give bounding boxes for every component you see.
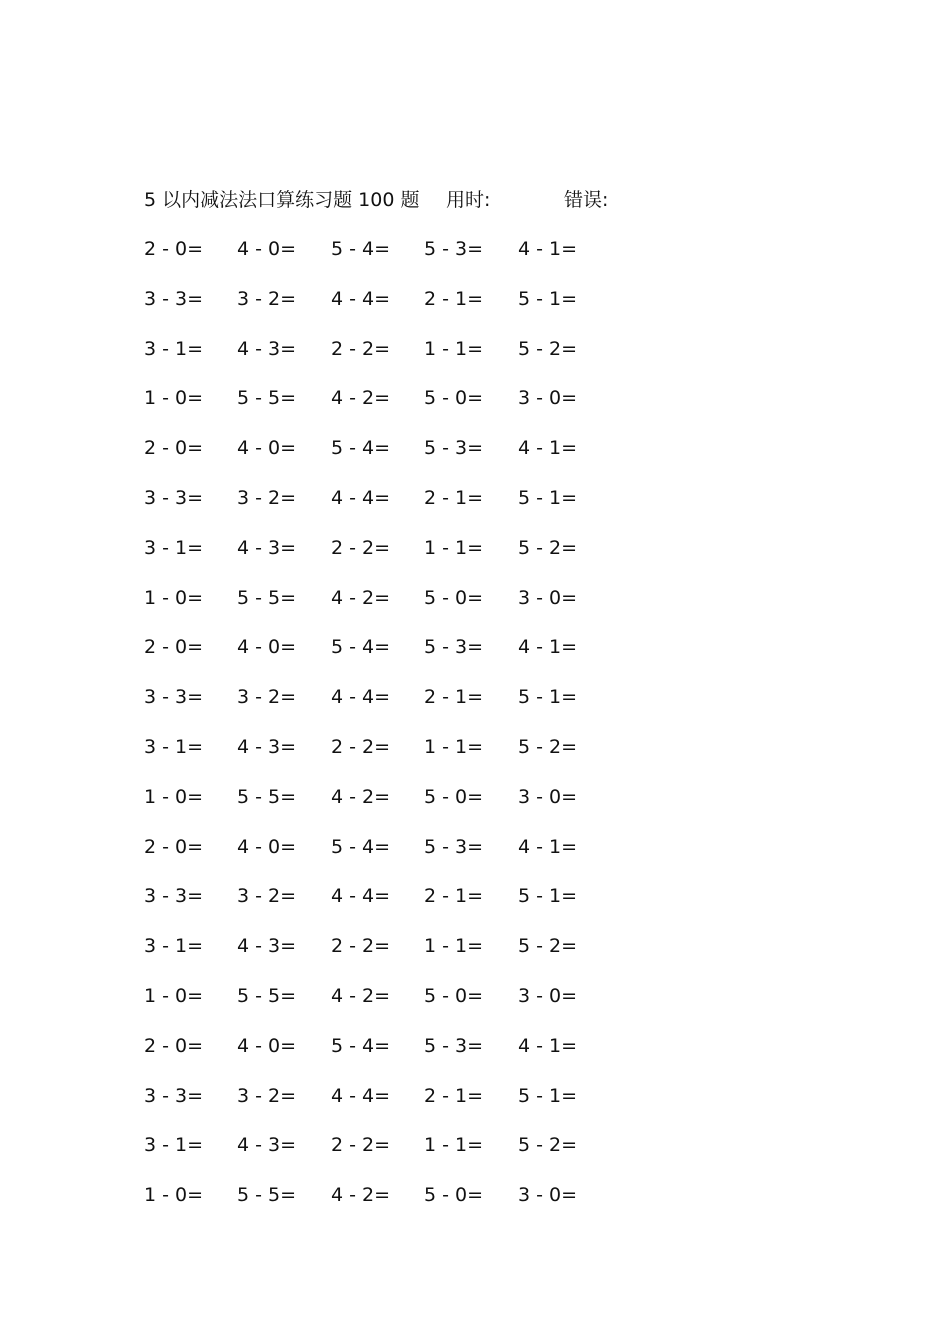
subtraction-problem: 5 - 4=: [331, 1034, 391, 1057]
subtraction-problem: 2 - 1=: [424, 287, 484, 310]
subtraction-problem: 4 - 2=: [331, 785, 391, 808]
worksheet-header: [144, 186, 764, 214]
subtraction-problem: 4 - 2=: [331, 586, 391, 609]
subtraction-problem: 4 - 0=: [237, 437, 297, 460]
subtraction-problem: 2 - 1=: [424, 885, 484, 908]
problem-row: [144, 883, 704, 933]
subtraction-problem: 2 - 2=: [331, 337, 391, 360]
subtraction-problem: 3 - 1=: [144, 536, 204, 559]
subtraction-problem: 3 - 2=: [237, 287, 297, 310]
subtraction-problem: 4 - 3=: [237, 1134, 297, 1157]
subtraction-problem: 4 - 1=: [518, 1034, 578, 1057]
subtraction-problem: 5 - 5=: [237, 785, 297, 808]
subtraction-problem: 1 - 0=: [144, 785, 204, 808]
subtraction-problem: 5 - 2=: [518, 536, 578, 559]
subtraction-problem: 2 - 0=: [144, 238, 204, 260]
subtraction-problem: 1 - 1=: [424, 1134, 484, 1157]
subtraction-problem: 1 - 1=: [424, 735, 484, 758]
error-count-label: 错误:: [564, 189, 609, 211]
subtraction-problem: 5 - 3=: [424, 636, 484, 659]
subtraction-problem: 5 - 5=: [237, 387, 297, 410]
subtraction-problem: 2 - 2=: [331, 735, 391, 758]
subtraction-problem: 3 - 1=: [144, 735, 204, 758]
subtraction-problem: 4 - 1=: [518, 437, 578, 460]
subtraction-problem: 1 - 0=: [144, 1184, 204, 1207]
subtraction-problem: 3 - 2=: [237, 885, 297, 908]
subtraction-problem: 3 - 3=: [144, 486, 204, 509]
subtraction-problem: 2 - 2=: [331, 536, 391, 559]
problem-row: [144, 684, 704, 734]
subtraction-problem: 1 - 0=: [144, 387, 204, 410]
problem-row: [144, 1033, 704, 1083]
subtraction-problem: 4 - 0=: [237, 238, 297, 260]
problem-row: [144, 435, 704, 485]
subtraction-problem: 5 - 4=: [331, 437, 391, 460]
subtraction-problem: 4 - 4=: [331, 287, 391, 310]
subtraction-problem: 5 - 3=: [424, 437, 484, 460]
problem-row: [144, 585, 704, 635]
subtraction-problem: 4 - 0=: [237, 835, 297, 858]
subtraction-problem: 3 - 3=: [144, 686, 204, 709]
subtraction-problem: 3 - 2=: [237, 1084, 297, 1107]
problem-row: [144, 1132, 704, 1182]
subtraction-problem: 2 - 0=: [144, 437, 204, 460]
subtraction-problem: 5 - 4=: [331, 238, 391, 260]
subtraction-problem: 3 - 2=: [237, 686, 297, 709]
subtraction-problem: 4 - 3=: [237, 536, 297, 559]
subtraction-problem: 4 - 1=: [518, 835, 578, 858]
subtraction-problem: 3 - 3=: [144, 1084, 204, 1107]
subtraction-problem: 1 - 1=: [424, 337, 484, 360]
subtraction-problem: 2 - 2=: [331, 1134, 391, 1157]
subtraction-problem: 1 - 0=: [144, 586, 204, 609]
subtraction-problem: 4 - 0=: [237, 636, 297, 659]
problem-row: [144, 535, 704, 585]
problem-row: [144, 385, 704, 435]
subtraction-problem: 5 - 4=: [331, 835, 391, 858]
subtraction-problem: 5 - 0=: [424, 387, 484, 410]
subtraction-problem: 2 - 0=: [144, 636, 204, 659]
problem-row: [144, 634, 704, 684]
subtraction-problem: 3 - 3=: [144, 287, 204, 310]
subtraction-problem: 4 - 1=: [518, 636, 578, 659]
subtraction-problem: 5 - 3=: [424, 835, 484, 858]
subtraction-problem: 1 - 1=: [424, 935, 484, 958]
subtraction-problem: 2 - 1=: [424, 1084, 484, 1107]
subtraction-problem: 5 - 5=: [237, 984, 297, 1007]
subtraction-problem: 5 - 2=: [518, 735, 578, 758]
subtraction-problem: 5 - 1=: [518, 686, 578, 709]
problem-row: [144, 1182, 704, 1232]
subtraction-problem: 5 - 3=: [424, 1034, 484, 1057]
subtraction-problem: 4 - 2=: [331, 1184, 391, 1207]
subtraction-problem: 4 - 3=: [237, 935, 297, 958]
subtraction-problem: 2 - 1=: [424, 686, 484, 709]
subtraction-problem: 5 - 1=: [518, 287, 578, 310]
subtraction-problem: 3 - 0=: [518, 387, 578, 410]
subtraction-problem: 5 - 4=: [331, 636, 391, 659]
subtraction-problem: 2 - 0=: [144, 835, 204, 858]
problem-row: [144, 485, 704, 535]
subtraction-problem: 3 - 0=: [518, 984, 578, 1007]
subtraction-problem: 4 - 2=: [331, 387, 391, 410]
problem-row: [144, 336, 704, 386]
subtraction-problem: 1 - 0=: [144, 984, 204, 1007]
subtraction-problem: 5 - 3=: [424, 238, 484, 260]
subtraction-problem: 2 - 0=: [144, 1034, 204, 1057]
problem-row: [144, 933, 704, 983]
subtraction-problem: 5 - 0=: [424, 785, 484, 808]
subtraction-problem: 3 - 3=: [144, 885, 204, 908]
subtraction-problem: 3 - 1=: [144, 935, 204, 958]
subtraction-problem: 4 - 4=: [331, 1084, 391, 1107]
subtraction-problem: 5 - 1=: [518, 885, 578, 908]
subtraction-problem: 5 - 2=: [518, 337, 578, 360]
subtraction-problem: 5 - 0=: [424, 984, 484, 1007]
subtraction-problem: 1 - 1=: [424, 536, 484, 559]
time-used-label: 用时:: [446, 189, 491, 211]
problem-row: [144, 734, 704, 784]
worksheet-title: 5 以内减法法口算练习题 100 题: [144, 189, 420, 211]
subtraction-problem: 5 - 0=: [424, 586, 484, 609]
subtraction-problem: 3 - 1=: [144, 337, 204, 360]
subtraction-problem: 3 - 1=: [144, 1134, 204, 1157]
subtraction-problem: 2 - 1=: [424, 486, 484, 509]
subtraction-problem: 3 - 0=: [518, 785, 578, 808]
subtraction-problem: 5 - 5=: [237, 586, 297, 609]
subtraction-problem: 4 - 3=: [237, 735, 297, 758]
subtraction-problem: 4 - 0=: [237, 1034, 297, 1057]
problem-row: [144, 983, 704, 1033]
subtraction-problem: 4 - 2=: [331, 984, 391, 1007]
subtraction-problem: 5 - 2=: [518, 1134, 578, 1157]
problem-grid: [144, 236, 704, 1232]
subtraction-problem: 5 - 1=: [518, 486, 578, 509]
subtraction-problem: 3 - 0=: [518, 586, 578, 609]
subtraction-problem: 4 - 3=: [237, 337, 297, 360]
problem-row: [144, 834, 704, 884]
subtraction-problem: 5 - 5=: [237, 1184, 297, 1207]
subtraction-problem: 4 - 4=: [331, 486, 391, 509]
problem-row: [144, 236, 704, 286]
subtraction-problem: 5 - 1=: [518, 1084, 578, 1107]
subtraction-problem: 4 - 1=: [518, 238, 578, 260]
subtraction-problem: 3 - 0=: [518, 1184, 578, 1207]
subtraction-problem: 2 - 2=: [331, 935, 391, 958]
subtraction-problem: 3 - 2=: [237, 486, 297, 509]
subtraction-problem: 4 - 4=: [331, 885, 391, 908]
problem-row: [144, 286, 704, 336]
problem-row: [144, 1083, 704, 1133]
subtraction-problem: 5 - 0=: [424, 1184, 484, 1207]
problem-row: [144, 784, 704, 834]
subtraction-problem: 4 - 4=: [331, 686, 391, 709]
subtraction-problem: 5 - 2=: [518, 935, 578, 958]
